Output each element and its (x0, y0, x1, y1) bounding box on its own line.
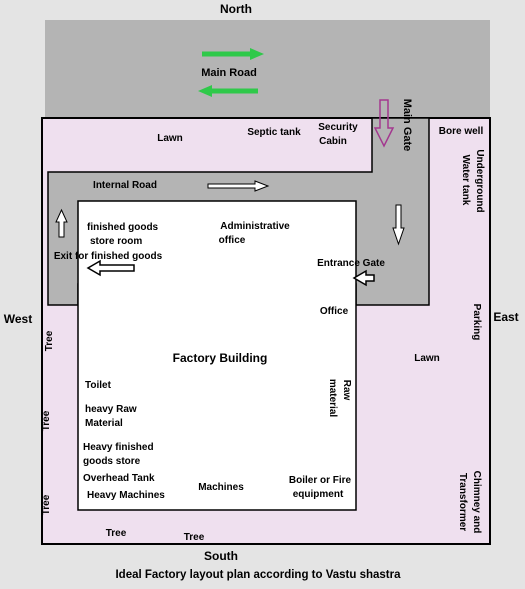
tree-label: Tree (41, 410, 52, 432)
bore-well-label: Bore well (438, 126, 484, 137)
main-road-strip (45, 20, 490, 118)
chimney-label-2: Transformer (457, 472, 468, 532)
finished-store-label: finished goods (87, 222, 159, 233)
lawn-right-label: Lawn (414, 353, 440, 364)
office-label: Office (319, 306, 349, 317)
overhead-tank-label: Overhead Tank (83, 473, 155, 484)
finished-store-label-2: store room (90, 236, 143, 247)
underground-tank-label: Underground (474, 149, 485, 213)
compass-west: West (3, 312, 33, 326)
tree-label: Tree (105, 528, 127, 539)
tree-label: Tree (41, 494, 52, 516)
main-gate-label: Main Gate (401, 98, 413, 152)
chimney-label: Chimney and (471, 470, 482, 534)
heavy-finished-label-2: goods store (83, 456, 141, 467)
compass-east: East (493, 310, 519, 324)
toilet-label: Toilet (85, 380, 111, 391)
compass-north: North (220, 2, 252, 16)
heavy-raw-label: heavy Raw (85, 404, 137, 415)
heavy-finished-label: Heavy finished (83, 442, 154, 453)
boiler-label-2: equipment (292, 489, 344, 500)
security-cabin-label: Security (318, 122, 358, 133)
raw-material-label-2: material (327, 378, 338, 418)
raw-material-label: Raw (341, 379, 352, 401)
factory-building-label: Factory Building (172, 351, 268, 365)
heavy-raw-label-2: Material (85, 418, 123, 429)
diagram-caption: Ideal Factory layout plan according to Vastu shastra (115, 569, 401, 581)
admin-office-label-2: office (218, 235, 246, 246)
tree-label: Tree (44, 330, 55, 352)
parking-label: Parking (471, 303, 482, 341)
septic-tank-label: Septic tank (247, 127, 301, 138)
exit-finished-label: Exit for finished goods (53, 251, 163, 262)
underground-tank-label-2: Water tank (460, 154, 471, 206)
entrance-gate-label: Entrance Gate (317, 258, 385, 269)
tree-label: Tree (183, 532, 205, 543)
security-cabin-label-2: Cabin (319, 136, 347, 147)
compass-south: South (204, 549, 238, 563)
machines-label: Machines (198, 482, 244, 493)
main-road-label: Main Road (201, 67, 257, 79)
heavy-machines-label: Heavy Machines (87, 490, 165, 501)
boiler-label: Boiler or Fire (288, 475, 352, 486)
lawn-top-label: Lawn (157, 133, 183, 144)
internal-road-label: Internal Road (93, 180, 157, 191)
admin-office-label: Administrative (220, 221, 290, 232)
